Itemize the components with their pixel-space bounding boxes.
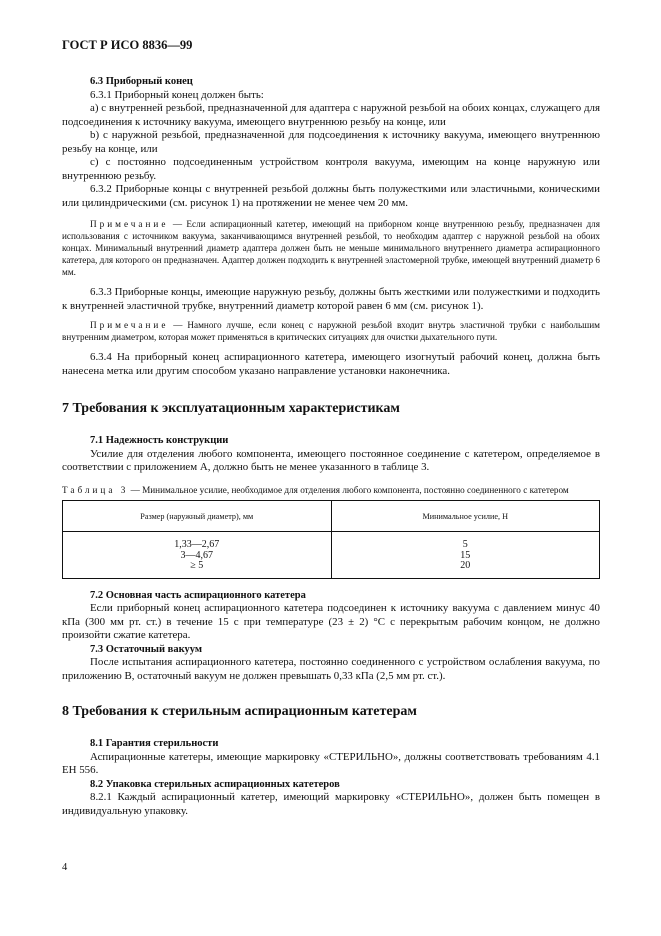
page-number: 4 — [62, 862, 68, 873]
note-2-label: Примечание — [90, 320, 169, 330]
para-6-3-1: 6.3.1 Приборный конец должен быть: — [90, 88, 264, 101]
note-1-text: — Если аспирационный катетер, имеющий на приборном конце внутреннюю резьбу, предназначен для использования с источником вакуума, заканчивающимся внутренней резьбой, то необходим адаптер с наружной резьбой на обоих концах. Минимальный внутренний диаметр адаптера должен быть не меньше минимального внутреннего диаметра аспирационного катетера, для которого он предназначен. Адаптер должен подходить к внутренней эластомерной трубке, имеющей внутренний диаметр 6 мм. — [62, 219, 600, 277]
note-1-label: Примечание — [90, 219, 169, 229]
para-6-3-3: 6.3.3 Приборные концы, имеющие наружную резьбу, должны быть жесткими или полужесткими и подходить к внутренней эластичной трубке, внутренний диаметр которой равен 6 мм (см. рисунок 1). — [62, 286, 600, 312]
item-c: с) с постоянно подсоединенным устройством контроля вакуума, имеющим на конце наружную или внутреннюю резьбу. — [62, 156, 600, 182]
table-header-size: Размер (наружный диаметр), мм — [63, 501, 332, 532]
para-8-2-1: 8.2.1 Каждый аспирационный катетер, имеющий маркировку «СТЕРИЛЬНО», должен быть помещен в индивидуальную упаковку. — [62, 791, 600, 817]
section-6-3-title: 6.3 Приборный конец — [90, 76, 193, 87]
item-a: а) с внутренней резьбой, предназначенной для адаптера с наружной резьбой на обоих концах, служащего для подсоединения к источнику вакуума, имеющего внутреннюю резьбу на конце, или — [62, 102, 600, 128]
section-7-2-title: 7.2 Основная часть аспирационного катетера — [90, 589, 306, 601]
table-caption — [62, 485, 600, 497]
table-row — [63, 532, 600, 579]
force-value: 5 — [462, 539, 468, 550]
para-7-1: Усилие для отделения любого компонента, имеющего постоянное соединение с катетером, определяемое в соответствии с приложением А, должно быть не менее указанного в таблице 3. — [62, 447, 600, 473]
para-7-3: После испытания аспирационного катетера, постоянно соединенного с устройством ослабления вакуума, по приложению В, остаточный вакуум не должен превышать 0,33 кПа (2,5 мм рт. ст.). — [62, 656, 600, 682]
section-8-1-title: 8.1 Гарантия стерильности — [90, 738, 219, 749]
para-6-3-2: 6.3.2 Приборные концы с внутренней резьбой должны быть полужесткими или эластичными, коническими или цилиндрическими (см. рисунок 1) на протяжении не менее чем 20 мм. — [62, 183, 600, 209]
section-7-3-title: 7.3 Остаточный вакуум — [90, 643, 203, 655]
document-page — [62, 38, 600, 818]
note-2 — [62, 319, 600, 343]
section-7-1-title: 7.1 Надежность конструкции — [90, 435, 229, 446]
table-caption-text: — Минимальное усилие, необходимое для отделения любого компонента, постоянно соединенного с катетером — [128, 484, 569, 495]
para-8-1: Аспирационные катетеры, имеющие маркировку «СТЕРИЛЬНО», должны соответствовать требованиям 4.1 ЕН 556. — [62, 750, 600, 776]
table-cell-forces — [331, 532, 600, 579]
table-3 — [62, 500, 600, 579]
para-7-2: Если приборный конец аспирационного катетера подсоединен к источнику вакуума с давлением минус 40 кПа (300 мм рт. ст.) в течение 15 с при температуре (23 ± 2) °С с перекрытым рабочим концом, не должно произойти сжатие катетера. — [62, 602, 600, 641]
section-8-title: 8 Требования к стерильным аспирационным катетерам — [62, 704, 417, 719]
size-value: ≥ 5 — [190, 560, 204, 571]
note-2-text: — Намного лучше, если конец с наружной резьбой входит внутрь эластичной трубки с наибольшим внутренним диаметром, которая может применяться в критических ситуациях для очистки дыхательного пути. — [62, 320, 600, 342]
force-value: 15 — [460, 549, 471, 561]
table-label: Таблица 3 — [62, 484, 129, 495]
size-value: 3—4,67 — [180, 549, 213, 561]
section-8-2-title: 8.2 Упаковка стерильных аспирационных катетеров — [90, 778, 340, 790]
item-b: b) с наружной резьбой, предназначенной для подсоединения к источнику вакуума, имеющего внутреннюю резьбу на конце, или — [62, 129, 600, 155]
section-7-title: 7 Требования к эксплуатационным характеристикам — [62, 401, 400, 416]
table-cell-sizes — [63, 532, 332, 579]
para-6-3-4: 6.3.4 На приборный конец аспирационного катетера, имеющего изогнутый рабочий конец, должна быть нанесена метка или другим способом указано направление установки наконечника. — [62, 351, 600, 377]
table-header-force: Минимальное усилие, Н — [331, 501, 600, 532]
note-1 — [62, 218, 600, 278]
size-value: 1,33—2,67 — [174, 539, 220, 550]
document-header: ГОСТ Р ИСО 8836—99 — [62, 38, 193, 52]
force-value: 20 — [460, 560, 471, 571]
